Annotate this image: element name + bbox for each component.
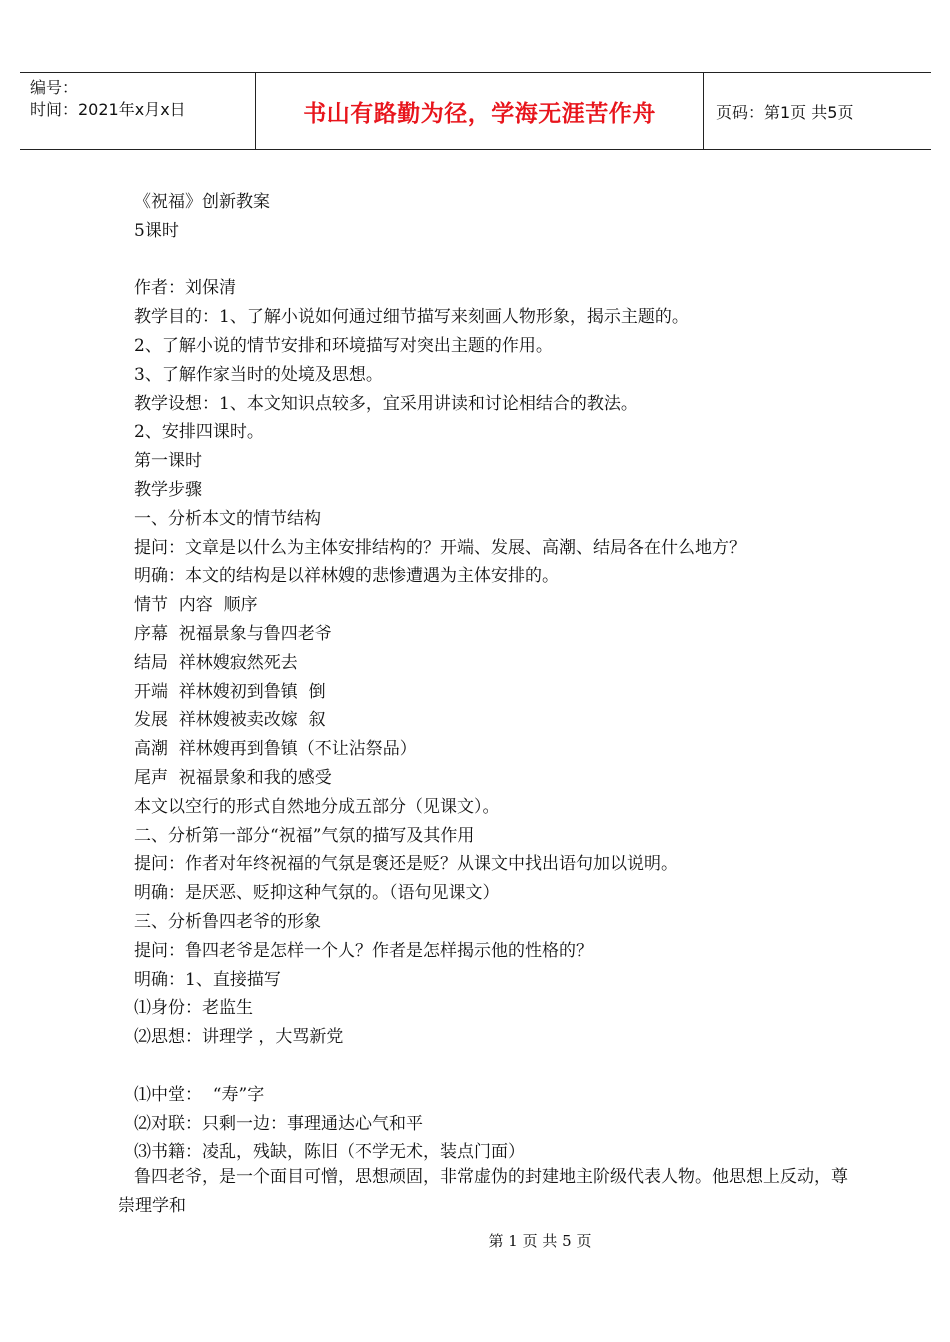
body-line: 作者：刘保清: [134, 278, 236, 299]
body-line: 三、分析鲁四老爷的形象: [134, 911, 321, 932]
header-meta: [20, 73, 255, 149]
body-line: 一、分析本文的情节结构: [134, 508, 321, 529]
body-line: 二、分析第一部分“祝福”气氛的描写及其作用: [134, 825, 475, 846]
body-line: 提问：鲁四老爷是怎样一个人？作者是怎样揭示他的性格的？: [134, 940, 593, 961]
header-motto: 书山有路勤为径，学海无涯苦作舟: [255, 73, 704, 149]
body-line: 教学目的：1、了解小说如何通过细节描写来刻画人物形象，揭示主题的。: [134, 307, 689, 328]
body-line: 提问：文章是以什么为主体安排结构的？开端、发展、高潮、结局各在什么地方？: [134, 537, 746, 558]
body-line: ⑶书籍：凌乱，残缺，陈旧（不学无术，装点门面）: [134, 1142, 525, 1163]
body-line: ⑴中堂： “寿”字: [134, 1084, 265, 1105]
body-paragraph: [118, 1163, 858, 1221]
body-line: 教学步骤: [134, 479, 202, 500]
body-line: 提问：作者对年终祝福的气氛是褒还是贬？从课文中找出语句加以说明。: [134, 854, 678, 875]
body-line: 3、了解作家当时的处境及思想。: [134, 364, 383, 385]
body-line: 明确：是厌恶、贬抑这种气氛的。（语句见课文）: [134, 883, 500, 904]
body-line: 结局 祥林嫂寂然死去: [134, 652, 298, 673]
body-line: 序幕 祝福景象与鲁四老爷: [134, 623, 332, 644]
body-line: 《祝福》创新教案: [134, 192, 270, 212]
body-line: 本文以空行的形式自然地分成五部分（见课文）。: [134, 796, 500, 817]
body-line: 开端 祥林嫂初到鲁镇 倒: [134, 681, 326, 702]
body-line: 明确：本文的结构是以祥林嫂的悲惨遭遇为主体安排的。: [134, 566, 559, 587]
body-line: 高潮 祥林嫂再到鲁镇（不让沾祭品）: [134, 739, 417, 760]
body-line: 2、安排四课时。: [134, 422, 264, 443]
header-number-label: 编号：: [30, 78, 79, 97]
body-line: 发展 祥林嫂被卖改嫁 叙: [134, 710, 326, 731]
body-line: ⑵思想：讲理学 ，大骂新党: [134, 1027, 344, 1048]
body-line: ⑵对联：只剩一边：事理通达心气和平: [134, 1113, 423, 1134]
body-line: ⑴身份：老监生: [134, 998, 253, 1019]
paragraph-text: 鲁四老爷，是一个面目可憎，思想顽固，非常虚伪的封建地主阶级代表人物。他思想上反动，尊崇理学和: [118, 1167, 848, 1216]
body-line: 第一课时: [134, 451, 202, 472]
body-line: 尾声 祝福景象和我的感受: [134, 767, 332, 788]
page-footer: 第 1 页 共 5 页: [488, 1232, 592, 1250]
body-line: 明确：1、直接描写: [134, 969, 281, 990]
document-body: [134, 188, 864, 1167]
header-time-label: 时间：2021年x月x日: [30, 100, 186, 119]
blank-line: [134, 1052, 864, 1081]
body-line: 教学设想：1、本文知识点较多，宜采用讲读和讨论相结合的教法。: [134, 393, 638, 414]
header-page-label: 页码：第1页 共5页: [716, 102, 854, 122]
blank-line: [134, 246, 864, 275]
body-line: 5课时: [134, 220, 179, 241]
body-line: 情节 内容 顺序: [134, 595, 258, 616]
body-line: 2、了解小说的情节安排和环境描写对突出主题的作用。: [134, 335, 553, 356]
document-header: [20, 72, 931, 150]
